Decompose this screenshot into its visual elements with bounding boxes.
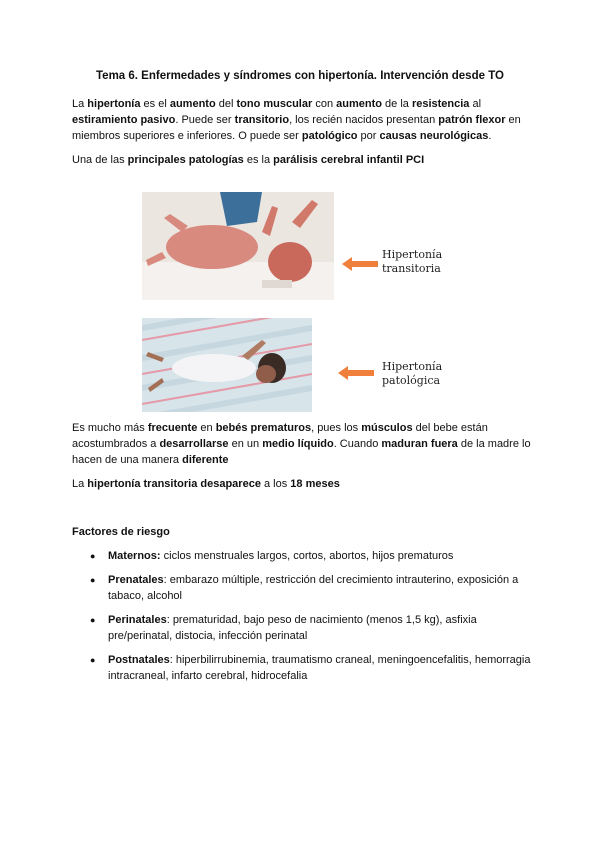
risk-factor-item — [72, 572, 534, 604]
bold-text-run: resistencia — [411, 98, 470, 110]
text-run: Es mucho más — [72, 422, 148, 434]
paragraph-principal-pathology — [72, 152, 534, 168]
bold-text-run: aumento — [169, 98, 216, 110]
label-pathological-line1: Hipertonía — [382, 360, 443, 373]
paragraph-hipertonia-definition — [72, 96, 534, 144]
document-title: Tema 6. Enfermedades y síndromes con hipertonía. Intervención desde TO — [96, 70, 504, 82]
risk-factor-label: Maternos: — [108, 550, 161, 562]
paragraph-transitory-disappears — [72, 476, 534, 492]
bold-text-run: músculos — [361, 422, 413, 434]
risk-factor-text: : prematuridad, bajo peso de nacimiento (menos 1,5 kg), asfixia pre/perinatal, distocia, infección perinatal — [108, 614, 477, 642]
text-run: en un — [228, 438, 263, 450]
text-run: del — [215, 98, 237, 110]
risk-factors-heading: Factores de riesgo — [72, 526, 170, 538]
text-run: es la — [243, 154, 274, 166]
bold-text-run: desarrollarse — [159, 438, 229, 450]
label-pathological-line2: patológica — [382, 374, 441, 387]
bold-text-run: 18 meses — [290, 478, 340, 490]
text-run: de la — [381, 98, 412, 110]
arrow-left-icon — [342, 257, 378, 271]
bold-text-run: aumento — [336, 98, 382, 110]
risk-factor-item — [72, 548, 534, 564]
text-run: . Cuando — [333, 438, 382, 450]
label-transitory — [382, 248, 442, 276]
text-run: . Puede ser — [175, 114, 235, 126]
newborn-photo-pathological — [142, 318, 312, 412]
text-run: Una de las — [72, 154, 128, 166]
label-pathological — [382, 360, 442, 388]
bold-text-run: frecuente — [147, 422, 198, 434]
risk-factor-text: : hiperbilirrubinemia, traumatismo craneal, meningoencefalitis, hemorragia intracraneal, infarto cerebral, hidrocefalia — [108, 654, 531, 682]
bold-text-run: estiramiento pasivo — [72, 114, 176, 126]
label-transitory-line1: Hipertonía — [382, 248, 443, 261]
text-run: es el — [140, 98, 170, 110]
risk-factor-label: Perinatales — [108, 614, 167, 626]
risk-factor-label: Postnatales — [108, 654, 170, 666]
arrow-left-icon — [338, 366, 374, 380]
risk-factor-item — [72, 612, 534, 644]
bullet-icon: ● — [90, 615, 96, 625]
newborn-photo-transitory — [142, 192, 334, 300]
risk-factor-item — [72, 652, 534, 684]
risk-factor-text: ciclos menstruales largos, cortos, abortos, hijos prematuros — [160, 550, 454, 562]
bold-text-run: hipertonía transitoria — [87, 478, 198, 490]
text-run: a los — [260, 478, 291, 490]
bold-text-run: parálisis cerebral infantil PCI — [273, 154, 425, 166]
text-run: de la madre lo hacen de una manera — [72, 438, 531, 466]
bold-text-run: causas neurológicas — [379, 130, 489, 142]
bold-text-run: tono muscular — [236, 98, 313, 110]
bold-text-run: hipertonía — [87, 98, 141, 110]
bold-text-run: desaparece — [200, 478, 261, 490]
bold-text-run: maduran fuera — [381, 438, 458, 450]
text-run: , los recién nacidos presentan — [289, 114, 439, 126]
text-run: . — [488, 130, 492, 142]
text-run: La — [72, 98, 88, 110]
risk-factor-text: : embarazo múltiple, restricción del crecimiento intrauterino, exposición a tabaco, alcohol — [108, 574, 519, 602]
bold-text-run: transitorio — [234, 114, 290, 126]
risk-factor-label: Prenatales — [108, 574, 164, 586]
text-run: , pues los — [311, 422, 362, 434]
text-run: en — [197, 422, 216, 434]
bullet-icon: ● — [90, 575, 96, 585]
label-transitory-line2: transitoria — [382, 262, 441, 275]
risk-factors-list — [72, 548, 534, 692]
text-run: con — [312, 98, 337, 110]
bold-text-run: principales patologías — [127, 154, 244, 166]
bold-text-run: medio líquido — [262, 438, 334, 450]
bullet-icon: ● — [90, 655, 96, 665]
bold-text-run: bebés prematuros — [215, 422, 312, 434]
text-run: al — [469, 98, 482, 110]
text-run: en miembros superiores e inferiores. O puede ser — [72, 114, 521, 142]
text-run: por — [357, 130, 380, 142]
text-run: La — [72, 478, 88, 490]
bold-text-run: patrón flexor — [438, 114, 506, 126]
bullet-icon: ● — [90, 551, 96, 561]
bold-text-run: patológico — [301, 130, 358, 142]
paragraph-premature-babies — [72, 420, 534, 468]
text-run: del bebe están acostumbrados a — [72, 422, 488, 450]
bold-text-run: diferente — [182, 454, 229, 466]
